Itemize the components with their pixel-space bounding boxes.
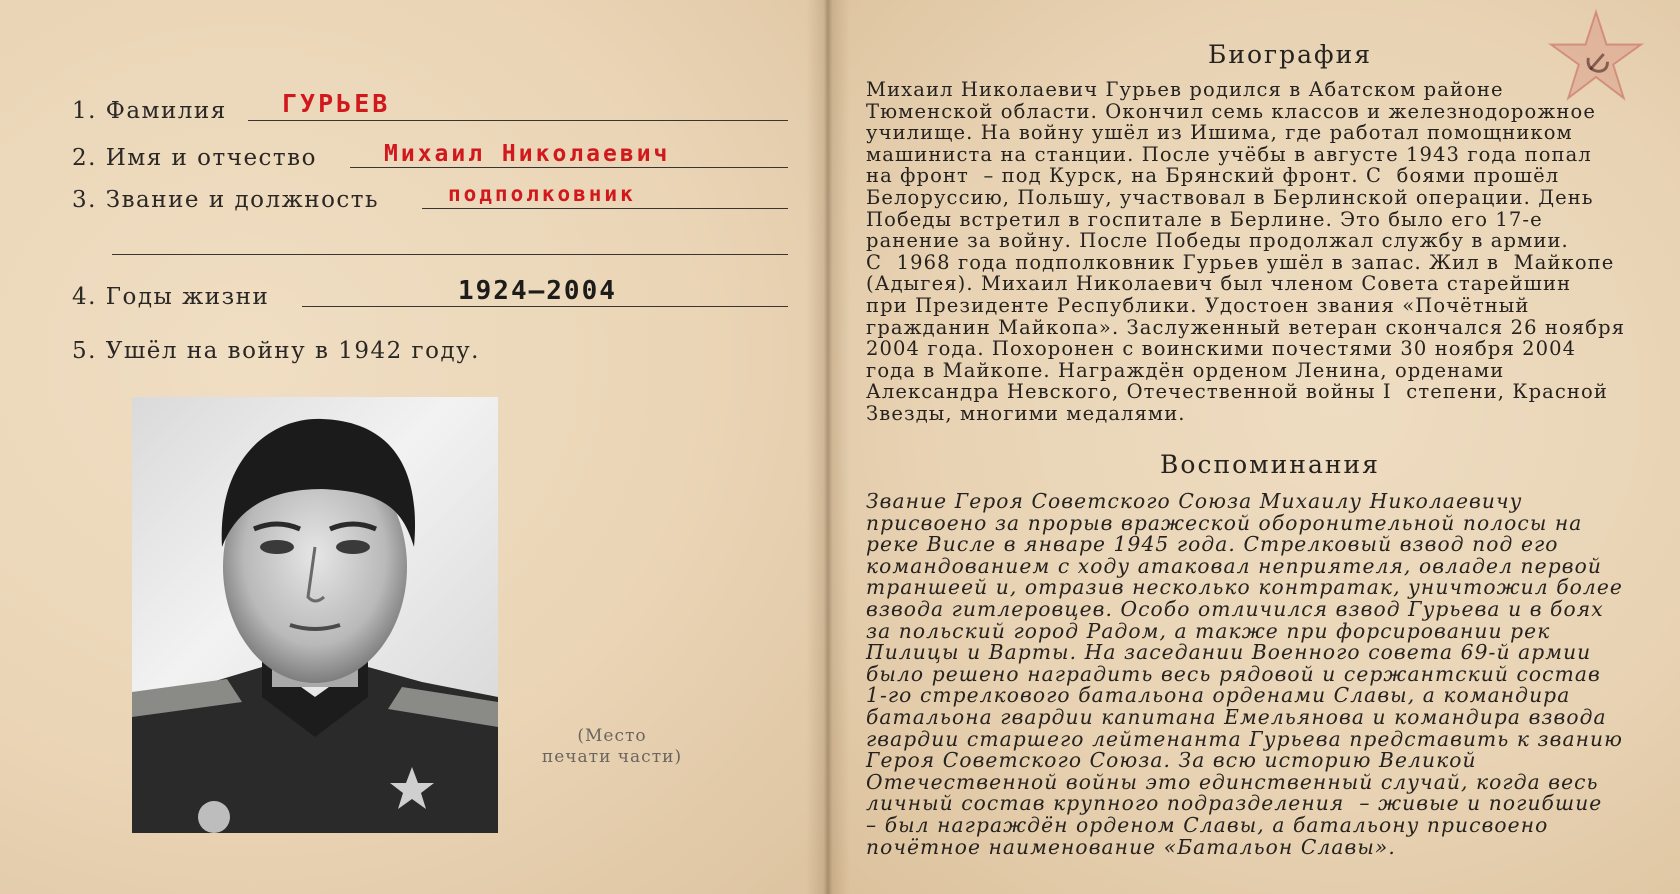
memories-line: Пилицы и Варты. На заседании Военного совета 69-й армии: [866, 640, 1592, 665]
biography-heading: Биография: [1207, 40, 1373, 69]
memories-line: за польский город Радом, а также при форсировании рек: [866, 618, 1551, 643]
biography-line: училище. На войну ушёл из Ишима, где работал помощником: [866, 121, 1573, 145]
memories-line: личный состав крупного подразделения – живые и погибшие: [866, 791, 1603, 816]
field-war-start: 5. Ушёл на войну в 1942 году.: [72, 338, 480, 364]
biography-line: Михаил Николаевич Гурьев родился в Абатском районе: [866, 78, 1504, 101]
biography-line: на фронт – под Курск, на Брянский фронт. С боями прошёл: [866, 164, 1560, 188]
memories-line: было решено наградить весь рядовой и сержантский состав: [866, 661, 1601, 686]
biography-line: С 1968 года подполковник Гурьев ушёл в запас. Жил в Майкопе: [866, 250, 1615, 274]
memories-line: Героя Советского Союза. За всю историю Великой: [866, 748, 1477, 773]
memories-line: командованием с ходу атаковал неприятеля, овладел первой: [866, 553, 1602, 578]
biography-line: при Президенте Республики. Удостоен звания «Почётный: [866, 293, 1530, 317]
memories-line: гвардии старшего лейтенанта Гурьева представить к званию: [866, 726, 1624, 751]
field-rank-value: подполковник: [448, 182, 636, 206]
stamp-place-note: [520, 726, 704, 768]
biography-line: Победы встретил в госпитале в Берлине. Это было его 17-е: [866, 207, 1543, 231]
memories-line: реке Висле в январе 1945 года. Стрелковый взвод под его: [866, 532, 1559, 557]
memories-line: – был награждён орденом Славы, а батальону присвоено: [866, 812, 1549, 837]
biography-line: машиниста на станции. После учёбы в августе 1943 года попал: [866, 142, 1592, 166]
field-years-line: [302, 306, 788, 307]
biography-line: Александра Невского, Отечественной войны I степени, Красной: [866, 380, 1608, 404]
field-surname-label: 1. Фамилия: [72, 98, 227, 124]
memories-line: взвода гитлеровцев. Особо отличился взвод Гурьева и в боях: [866, 596, 1604, 621]
memories-line: батальона гвардии капитана Емельянова и командира взвода: [866, 704, 1607, 729]
field-rank-label: 3. Звание и должность: [72, 187, 380, 213]
field-years-label: 4. Годы жизни: [72, 284, 270, 310]
biography-text: [866, 79, 1666, 425]
memories-line: траншеей и, отразив несколько контратак, уничтожил более: [866, 575, 1623, 600]
field-name-value: Михаил Николаевич: [384, 141, 671, 167]
soldier-portrait-photo: [132, 397, 498, 833]
memories-text: [866, 491, 1666, 858]
red-star-hammer-sickle-icon: [1548, 8, 1644, 104]
memories-line: почётное наименование «Батальон Славы».: [866, 834, 1396, 859]
field-surname-value: ГУРЬЕВ: [282, 89, 391, 118]
biography-line: 2004 года. Похоронен с воинскими почестями 30 ноября 2004: [866, 337, 1577, 361]
portrait-drawing: [132, 397, 498, 833]
stamp-note-line2: печати части): [541, 747, 683, 767]
book-fold: [806, 0, 850, 894]
field-surname-line: [248, 120, 788, 121]
field-rank-extra-line: [112, 254, 788, 255]
memories-heading: Воспоминания: [1160, 450, 1380, 479]
biography-line: гражданин Майкопа». Заслуженный ветеран скончался 26 ноября: [866, 315, 1626, 339]
biography-line: (Адыгея). Михаил Николаевич был членом Совета старейшин: [866, 272, 1572, 296]
memories-line: Звание Героя Советского Союза Михаилу Николаевичу: [866, 489, 1523, 513]
field-years-value: 1924—2004: [458, 276, 617, 306]
memories-line: Отечественной войны это единственный случай, когда весь: [866, 769, 1599, 794]
field-name-line: [350, 167, 788, 168]
biography-line: ранение за войну. После Победы продолжал службу в армии.: [866, 229, 1569, 253]
memories-line: 1-го стрелкового батальона орденами Славы, а командира: [866, 683, 1571, 708]
biography-line: года в Майкопе. Награждён орденом Ленина, орденами: [866, 358, 1505, 382]
biography-line: Звезды, многими медалями.: [866, 401, 1186, 425]
field-name-label: 2. Имя и отчество: [72, 145, 317, 171]
stamp-note-line1: (Место: [577, 726, 647, 746]
field-rank-line: [422, 208, 788, 209]
biography-line: Белоруссию, Польшу, участвовал в Берлинской операции. День: [866, 185, 1594, 209]
memories-line: присвоено за прорыв вражеской оборонительной полосы на: [866, 510, 1583, 535]
biography-line: Тюменской области. Окончил семь классов и железнодорожное: [866, 99, 1596, 123]
